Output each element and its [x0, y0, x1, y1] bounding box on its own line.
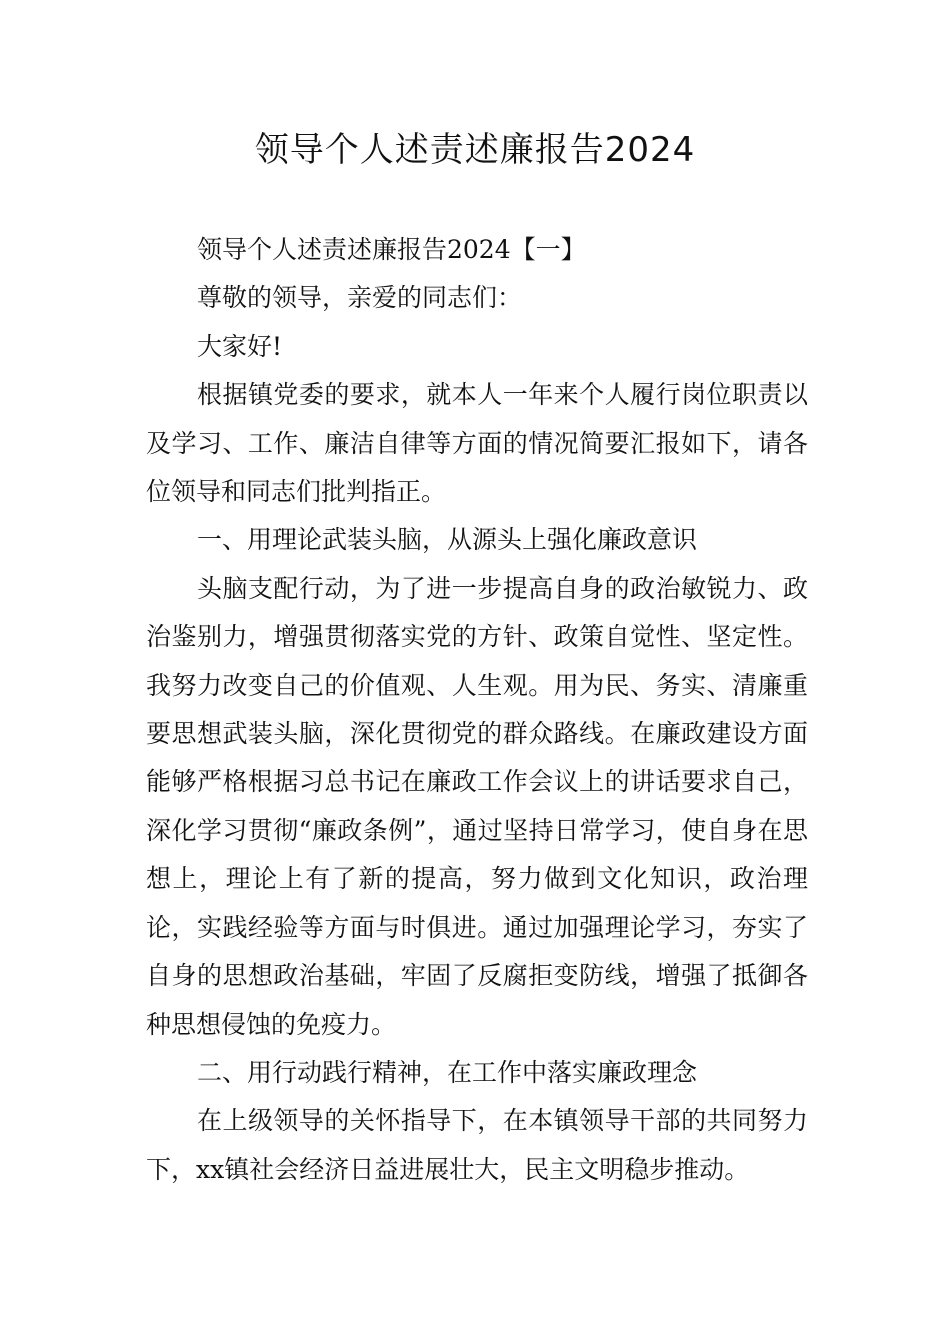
paragraph-heading-one: 一、用理论武装头脑，从源头上强化廉政意识	[197, 525, 698, 555]
paragraph-salutation: 尊敬的领导，亲爱的同志们：	[197, 283, 523, 313]
paragraph-theory-study: 头脑支配行动，为了进一步提高自身的政治敏锐力、政治鉴别力，增强贯彻落实党的方针、政策自觉性、坚定性。我努力改变自己的价值观、人生观。用为民、务实、清廉重要思想武装头脑，深化贯彻党的群众路线。在廉政建设方面能够严格根据习总书记在廉政工作会议上的讲话要求自己，深化学习贯彻“廉政条例”，通过坚持日常学习，使自身在思想上，理论上有了新的提高，努力做到文化知识，政治理论，实践经验等方面与时俱进。通过加强理论学习，夯实了自身的思想政治基础，牢固了反腐拒变防线，增强了抵御各种思想侵蚀的免疫力。	[146, 573, 808, 1039]
document-title: 领导个人述责述廉报告2024	[254, 130, 696, 170]
document-body	[146, 226, 808, 1194]
paragraph-heading-two: 二、用行动践行精神，在工作中落实廉政理念	[197, 1057, 698, 1087]
paragraph-intro: 根据镇党委的要求，就本人一年来个人履行岗位职责以及学习、工作、廉洁自律等方面的情况简要汇报如下，请各位领导和同志们批判指正。	[146, 380, 808, 507]
paragraph-section-heading: 领导个人述责述廉报告2024【一】	[197, 235, 586, 264]
paragraph-work-practice: 在上级领导的关怀指导下，在本镇领导干部的共同努力下，xx镇社会经济日益进展壮大，民主文明稳步推动。	[146, 1106, 808, 1184]
paragraph-greeting: 大家好!	[197, 331, 283, 361]
